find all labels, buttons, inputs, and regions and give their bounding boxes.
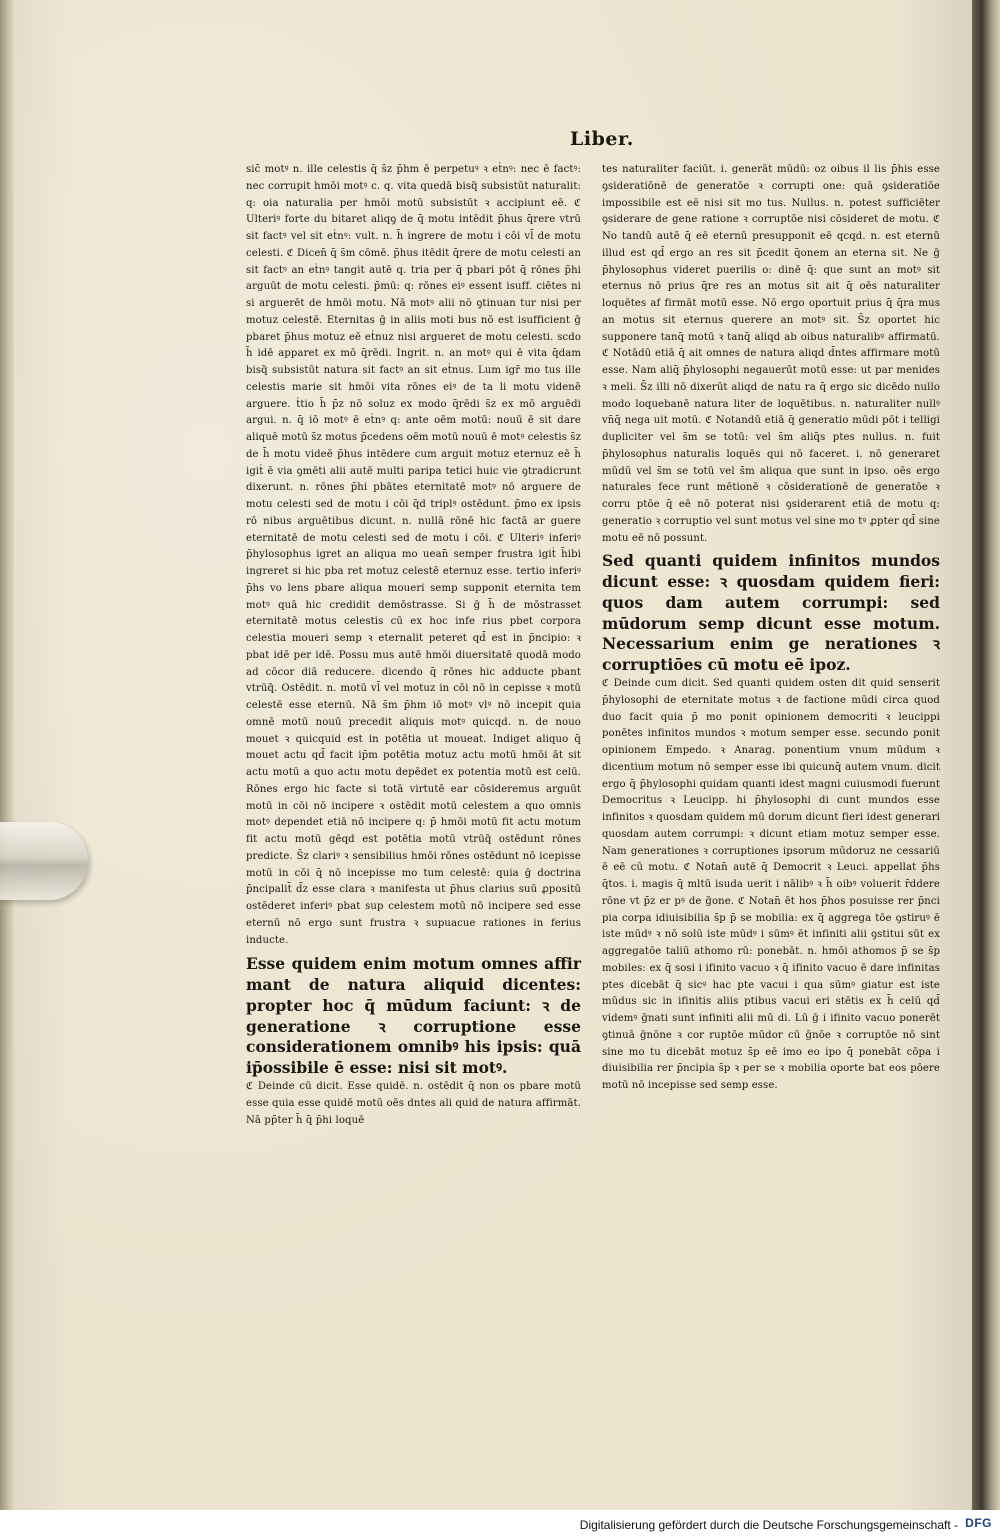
lemma-paragraph: Esse quidem enim motum omnes affir mant de natura aliquid dicentes: propter hoc q̄ mūdum faciunt: ꝛ de generatione ꝛ corruptione esse considerationem omnibꝰ his ipsis: quā ip̄ossibile ē esse: nisi sit motꝰ. bbox=[246, 954, 581, 1078]
page-heading: Liber. bbox=[570, 128, 634, 150]
bookmark-clip bbox=[0, 822, 88, 900]
commentary-paragraph: ℭ Deinde cum dicit. Sed quanti quidem osten dit quid senserit p̄hylosophi de eternitate motus ꝛ de factione mūdi circa quod duo facit quia p̄ mo ponit opinionem democriti ꝛ leucippi ponētes infinitos mundos ꝛ motum semper esse. secundo ponit opinionem Empedo. ꝛ Anarag. ponentium vnum mūdum ꝛ dicentium motum nō semper esse ibi quicunq̄ autem vnum. dicit ergo q̄ p̄hylosophi quidam quanti idest magni cuiusmodi fuerunt Democritus ꝛ Leucipp. hi p̄hylosophi di cunt mundos esse infinitos ꝛ quosdam quidem mū dorum dicunt fieri idest generari quosdam autem corrumpi: ꝛ dicunt etiam motuz semper esse. Nam generationes ꝛ corruptiones ipsorum mūdoruz ne cessariū ē eē cū motu. ℭ Notan̄ autē q̄ Democrit ꝛ Leuci. appellat p̄hs q̄tos. i. magis q̄ mltū isuda uerit i nālibꝰ ꝛ h̄ oibꝰ voluerit r̄ddere rōne vt p̄z er pꝰ de g̃one. ℭ Notan̄ ēt hos p̄hos posuisse rer p̄nci pia corpa idiuisibilia s̄p p̄ se mobilia: ex q̄ aggrega tōe ꝯstiruꝰ ē iste mūdꝰ ꝛ nō solū iste mūdꝰ i sūmꝰ ēt infiniti alii ꝯstitui sūt ex aggregatōe taliū athomo rū: ponebāt. n. hmōi athomos p̄ se s̄p mobiles: ex q̄ sosi i ifinito vacuo ꝛ q̄ ifinito vacuo ē dare infinitas ptes dicebāt q̄ sicꝰ hac pte vacui i qua sūmꝰ giatur est iste mūdus sic in ifinitis aliis ptibus vacui eri stētis ex h̄ celū qd̄ videmꝰ ḡnati sunt infiniti alii mū di. Lū ḡ i ifinito vacuo ponerēt ꝯtinuā ḡnōne ꝛ cor ruptōe mūdor cū ḡnōe ꝛ corruptōe nō sint sine mo tu dicebāt motuz s̄p eē imo eo ipo q̄ ponebāt cōpa i diuisibilia rer p̄ncipia s̄p ꝛ per se ꝛ mobilia oporte bat eos pōere motū nō incepisse sed semp esse. bbox=[602, 678, 940, 1092]
right-text-column bbox=[602, 162, 940, 1095]
commentary-paragraph: tes naturaliter faciūt. i. generāt mūdū: oz oibus il lis p̄his esse ꝯsideratiōnē de generatōe ꝛ corrupti one: quā ꝯsideratiōe impossibile est eē nisi sit mo tus. Nullus. n. potest sufficiēter ꝯsiderare de gene ratione ꝛ corruptōe nisi cōsideret de motu. ℭ No tandū autē q̄ eē eternū presupponit eē qcqd. n. est eternū illud est qd̄ ergo an res sit p̄cedit q̄onem an eterna sit. Ne ḡ p̄hylosophus videret puerilis o: dinē q̄: que sunt an motꝰ sit eternus nō prius q̄re res an motus sit ait q̄ oēs naturaliter loquētes af firmāt motū esse. Nō ergo oportuit prius q̄ q̄ra mus an motus sit eternus querere an motꝰ sit. S̄z oportet hic supponere tanq̄ motū ꝛ tanq̄ aliqd ab oibus naturalibꝰ affirmatū. ℭ Notādū etiā q̄ ait omnes de natura aliqd d̄ntes affirmare motū esse. Nam aliq̄ p̄hylosophi negauerūt motū esse: ut par menides ꝛ meli. S̄z illi nō dixerūt aliqd de natu ra q̄ ergo sic dicēdo nullo modo loquebanē natura liter de loquētibus. n. naturaliter nullꝰ vn̄q̄ nega uit motū. ℭ Notandū etiā q̄ generatio mūdi pōt i telligi dupliciter vel s̄m se totū: vel s̄m aliq̄s ptes nullus. n. fuit p̄hylosophus naturalis loquēs qui nō faceret. i. nō generaret mūdū vel s̄m se totū vel s̄m aliqua que sunt in ipso. oēs ergo naturales fece runt mētionē ꝛ cōsiderationē de generatōe ꝛ corru ptōe q̄ eē nō poterat nisi ꝯsiderarent etiā de motu q: generatio ꝛ corruptio vel sunt motus vel sine mo tꝰ ꝓpter qd̄ sine motu eē nō possunt. bbox=[602, 164, 940, 544]
commentary-paragraph: ℭ Deinde cū dicit. Esse quidē. n. ostēdit q̄ non os pbare motū esse quia esse quidē motū oēs dntes ali quid de natura affirmāt. Nā pp̄ter h̄ q̄ p̄hi loquē bbox=[246, 1081, 581, 1126]
lemma-paragraph: Sed quanti quidem infinitos mundos dicunt esse: ꝛ quosdam quidem fieri: quos dam autem corrumpi: sed mūdorum semp dicunt esse motum. Necessarium enim ge nerationes ꝛ corruptiōes cū motu eē ipoz. bbox=[602, 551, 940, 675]
footer-attribution: Digitalisierung gefördert durch die Deutsche Forschungsgemeinschaft - bbox=[579, 1518, 958, 1532]
book-page bbox=[14, 0, 972, 1510]
left-text-column bbox=[246, 162, 581, 1129]
commentary-paragraph: sic̄ motꝰ n. ille celestis q̄ s̄z p̄hm ē perpetuꝰ ꝛ eṫnꝰ: nec ē factꝰ: nec corrupit hmōi motꝰ c. q. vita quedā bisq̃ subsistūt naturalit: q: oia naturalia per hmōi motū subsistūt ꝛ accipiunt eē. ℭ Ulteriꝰ forte du bitaret aliqꝯ de q̄ motu intēdit p̄hus q̄rere vtrū sit factꝰ vel sit eṫnꝰ: vult. n. h̄ ingrere de motu i cōi vl̄ de motu celesti. ℭ Dicen̄ q̄ s̄m cōmē. p̄hus itēdit q̄rere de motu celesti an sit factꝰ an eṫnꝰ tangit autē q. tria per q̄ pbari pōt q̄ rōnes p̄hi arguūt de motu celesti. p̄mū: q: rōnes eiꝰ essent isuff. ciētes ni si arguerēt de hmōi motu. Nā motꝰ alii nō ꝯtinuan tur nisi per motuz celestē. Eternitas ḡ in aliis moti bus nō est isufficient ḡ pbaret p̄hus motuz eē eṫnuz nisi argueret de motu celesti. scdo h̄ idē apparet ex mō q̄rēdi. Ingrit. n. an motꝰ qui ē vita q̄dam bisq̃ subsistūt natura sit factꝰ an sit eṫnus. Lum igr̄ mo tus ille celestis marie sit hmōi vita rōnes eiꝰ de ta li motu videnē arguere. ṫtio h̄ p̄z nō soluz ex modo q̄rēdi s̄z ex mō arguēdi argui. n. q̄ iō motꝰ ē eṫnꝰ q: ante oēm motū: nouū ē sit dare aliquē motū s̄z motus p̄cedens oēm motū nouū ē motꝰ celestis s̄z de h̄ motu videē p̄hus intēdere cum arguit motuz eternuz eē h̄ igiṫ ē via ꝯmēti alii autē multi paripa tetici huic vie ꝯtradicrunt dixerunt. n. rōnes p̄hi pbātes eternitatē motꝰ nō arguere de motu celesti sed de motu i cōi q̄d triplꝰ ostēdunt. p̄mo ex ipsis rō nibus arguētibus dicunt. n. nullā rōnē hic factā ar guere eternitatē de motu celesti sed de motu i cōi. ℭ Ulteriꝰ inferiꝰ p̄hylosophus igret an aliqua mo uean̄ semper frustra igiṫ h̄ibi ingreret si hic pba ret motuz celestē eternuz esse. tertio inferiꝰ p̄hs vo lens pbare aliqua moueri semp supponit eternita tem motꝰ quā hic credidit demōstrasse. Si ḡ h̄ de mōstrasset eternitatē motus celestis cū ex hoc infe rius pbet corpora celestia moueri semp ꝛ eternalit peteret qd̄ est in p̄ncipio: ꝛ pbat idē per idē. Possu mus autē hmōi diuersitatē quodā modo ad cōcor diā reducere. dicendo q̄ rōnes hic adducte pbant vtrūq̃. Ostēdit. n. motū vl̄ vel motuz in cōi nō in cepisse ꝛ motū celestē esse eternū. Nā s̄m p̄hm iō motꝰ vlꝰ nō incepit quia omnē motū nouū precedit aliquis motꝰ quicqd. n. de nouo mouet ꝛ quicquid est in potētia ut moueat. Indiget aliquo q̄ mouet actu qd̄ facit ip̄m potētia motuz actu motū hmōi āt sit actu motū a quo actu motu depēdet ex potentia motū est celū. Rōnes ergo hic facte si totā virtutē ear cōsideremus arguūt motū in cōi nō incipere ꝛ ostēdit motū celestem a quo omnis motꝰ dependet etiā nō incipere q: p̄ hmōi motū fit actu motum fit actu motū gēqd est potētia motū vtrūq̃ ostēdunt rōnes predicte. S̄z clariꝰ ꝛ sensibilius hmōi rōnes ostēdunt nō icepisse motū in cōi q̄ nō incepisse mo tum celestē: quia ḡ doctrina p̄ncipalit̄ d̄z esse clara ꝛ manifesta ut p̄hus clarius suū ꝓpositū ostēderet inferiꝰ pbat sup celestem motū nō incipere sed esse eternū nō ergo sunt frustra ꝛ supuacue rationes in ferius inducte. bbox=[246, 164, 582, 946]
book-gutter bbox=[972, 0, 1000, 1510]
book-edge-left bbox=[0, 0, 14, 1510]
dfg-logo: DFG bbox=[965, 1516, 992, 1530]
